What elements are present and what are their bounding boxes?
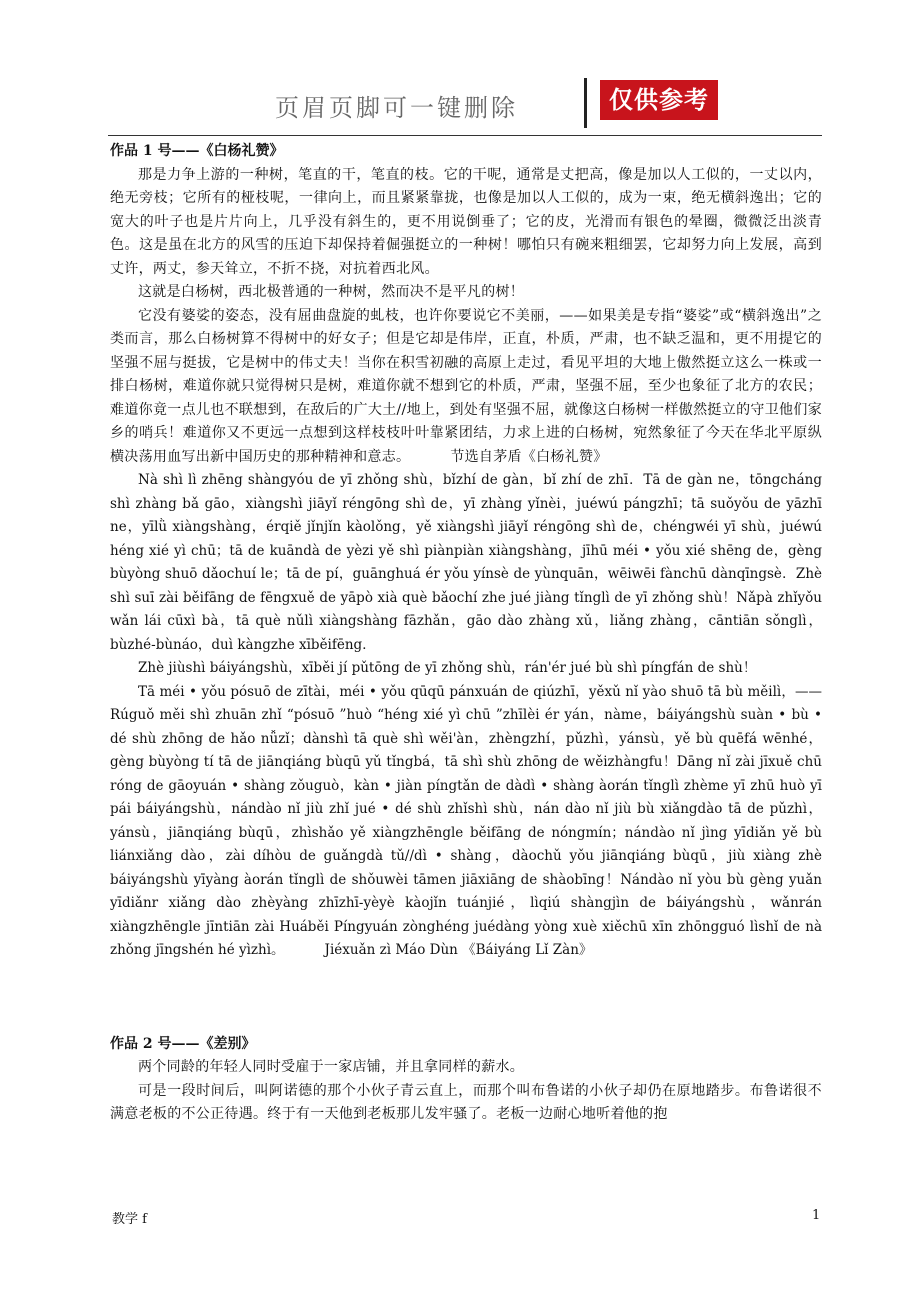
section-1-source: 节选自茅盾《白杨礼赞》 — [450, 448, 608, 465]
section-1-paragraph-3-text: 它没有婆娑的姿态，没有屈曲盘旋的虬枝，也许你要说它不美丽，——如果美是专指“婆娑”或“横斜逸出”之类而言，那么白杨树算不得树中的好女子；但是它却是伟岸，正直，朴质，严肃，也不缺乏温和，更不用提它的坚强不屈与挺拔，它是树中的伟丈夫！当你在积雪初融的高原上走过，看见平坦的大地上傲然挺立这么一株或一排白杨树，难道你就只觉得树只是树，难道你就不想到它的朴质，严肃，坚强不屈，至少也象征了北方的农民；难道你竟一点儿也不联想到，在敌后的广大土//地上，到处有坚强不屈，就像这白杨树一样傲然挺立的守卫他们家乡的哨兵！难道你又不更远一点想到这样枝枝叶叶靠紧团结，力求上进的白杨树，宛然象征了今天在华北平原纵横决荡用血写出新中国历史的那种精神和意志。 — [110, 307, 822, 465]
section-gap — [110, 963, 822, 1033]
pinyin-paragraph-3-text: Tā méi • yǒu pósuō de zītài，méi • yǒu qūqū pánxuán de qiúzhī，yěxǔ nǐ yào shuō tā bù měilì，——Rúguǒ měi shì zhuān zhǐ “pósuō ”huò “héng xié yì chū ”zhīlèi ér yán，nàme，báiyángshù suàn • bù • dé shù zhōng de hǎo nǚzǐ；dànshì tā què shì wěi'àn，zhèngzhí，pǔzhì，yánsù，yě bù quēfá wēnhé，gèng bùyòng tí tā de jiānqiáng bùqū yǔ tǐngbá，tā shì shù zhōng de wěizhàngfu！Dāng nǐ zài jīxuě chū róng de gāoyuán • shàng zǒuguò，kàn • jiàn píngtǎn de dàdì • shàng àorán tǐnglì zhème yī zhū huò yī pái báiyángshù，nándào nǐ jiù zhǐ jué • dé shù zhǐshì shù，nán dào nǐ jiù bù xiǎngdào tā de pǔzhì，yánsù，jiānqiáng bùqū，zhìshǎo yě xiàngzhēngle běifāng de nóngmín；nándào nǐ jìng yīdiǎn yě bù liánxiǎng dào，zài díhòu de guǎngdà tǔ//dì • shàng，dàochǔ yǒu jiānqiáng bùqū，jiù xiàng zhè báiyángshù yīyàng àorán tǐnglì de shǒuwèi tāmen jiāxiāng de shàobīng！Nándào nǐ yòu bù gèng yuǎn yīdiǎnr xiǎng dào zhèyàng zhīzhī-yèyè kàojǐn tuánjié，lìqiú shàngjìn de báiyángshù，wǎnrán xiàngzhēngle jīntiān zài Huáběi Píngyuán zònghéng juédàng yòng xuè xiěchū xīn zhōngguó lìshǐ de nà zhǒng jīngshén hé yìzhì。 — [110, 683, 822, 958]
pinyin-paragraph-2: Zhè jiùshì báiyángshù，xīběi jí pǔtōng de yī zhǒng shù，rán'ér jué bù shì píngfán de shù！ — [138, 660, 757, 676]
section-1-paragraph-3 — [110, 305, 822, 470]
pinyin-source: Jiéxuǎn zì Máo Dùn 《Báiyáng Lǐ Zàn》 — [324, 942, 593, 958]
page-header — [0, 78, 920, 136]
document-body — [110, 140, 822, 1127]
section-1-paragraph-2: 这就是白杨树，西北极普通的一种树，然而决不是平凡的树！ — [138, 284, 525, 300]
section-1-paragraph-1: 那是力争上游的一种树，笔直的干，笔直的枝。它的干呢，通常是丈把高，像是加以人工似的，一丈以内，绝无旁枝；它所有的桠枝呢，一律向上，而且紧紧靠拢，也像是加以人工似的，成为一束，绝无横斜逸出；它的宽大的叶子也是片片向上，几乎没有斜生的，更不用说倒垂了；它的皮，光滑而有银色的晕圈，微微泛出淡青色。这是虽在北方的风雪的压迫下却保持着倔强挺立的一种树！哪怕只有碗来粗细罢，它却努力向上发展，高到丈许，两丈，参天耸立，不折不挠，对抗着西北风。 — [110, 166, 822, 277]
pinyin-paragraph-1: Nà shì lì zhēng shàngyóu de yī zhǒng shù，bǐzhí de gàn，bǐ zhí de zhī．Tā de gàn ne，tōngcháng shì zhàng bǎ gāo，xiàngshì jiāyǐ réngōng shì de，yī zhàng yǐnèi，juéwú pángzhī；tā suǒyǒu de yāzhī ne，yīlǜ xiàngshàng，érqiě jǐnjǐn kàolǒng，yě xiàngshì jiāyǐ réngōng shì de，chéngwéi yī shù，juéwú héng xié yì chū；tā de kuāndà de yèzi yě shì piànpiàn xiàngshàng，jīhū méi • yǒu xié shēng de，gèng bùyòng shuō dǎochuí le；tā de pí，guānghuá ér yǒu yínsè de yùnquān，wēiwēi fànchū dànqīngsè．Zhè shì suī zài běifāng de fēngxuě de yāpò xià què bǎochí zhe jué jiàng tǐnglì de yī zhǒng shù！Nǎpà zhǐyǒu wǎn lái cūxì bà，tā què nǔlì xiàngshàng fāzhǎn，gāo dào zhàng xǔ，liǎng zhàng，cāntiān sǒnglì，bùzhé-bùnáo，duì kàngzhe xīběifēng． — [110, 472, 822, 653]
section-2-paragraph-1: 两个同龄的年轻人同时受雇于一家店铺，并且拿同样的薪水。 — [138, 1059, 525, 1075]
header-title: 页眉页脚可一键删除 — [275, 94, 518, 122]
section-1-title: 作品 1 号——《白杨礼赞》 — [110, 143, 284, 159]
page-number: 1 — [812, 1208, 821, 1223]
section-2-title: 作品 2 号——《差别》 — [110, 1035, 256, 1052]
pinyin-paragraph-3 — [110, 681, 822, 963]
header-rule — [108, 135, 822, 136]
header-divider — [584, 78, 587, 128]
reference-only-badge: 仅供参考 — [600, 80, 718, 120]
section-2-paragraph-2: 可是一段时间后，叫阿诺德的那个小伙子青云直上，而那个叫布鲁诺的小伙子却仍在原地踏步。布鲁诺很不满意老板的不公正待遇。终于有一天他到老板那儿发牢骚了。老板一边耐心地听着他的抱 — [110, 1082, 822, 1122]
footer-label: 教学 f — [112, 1212, 147, 1227]
